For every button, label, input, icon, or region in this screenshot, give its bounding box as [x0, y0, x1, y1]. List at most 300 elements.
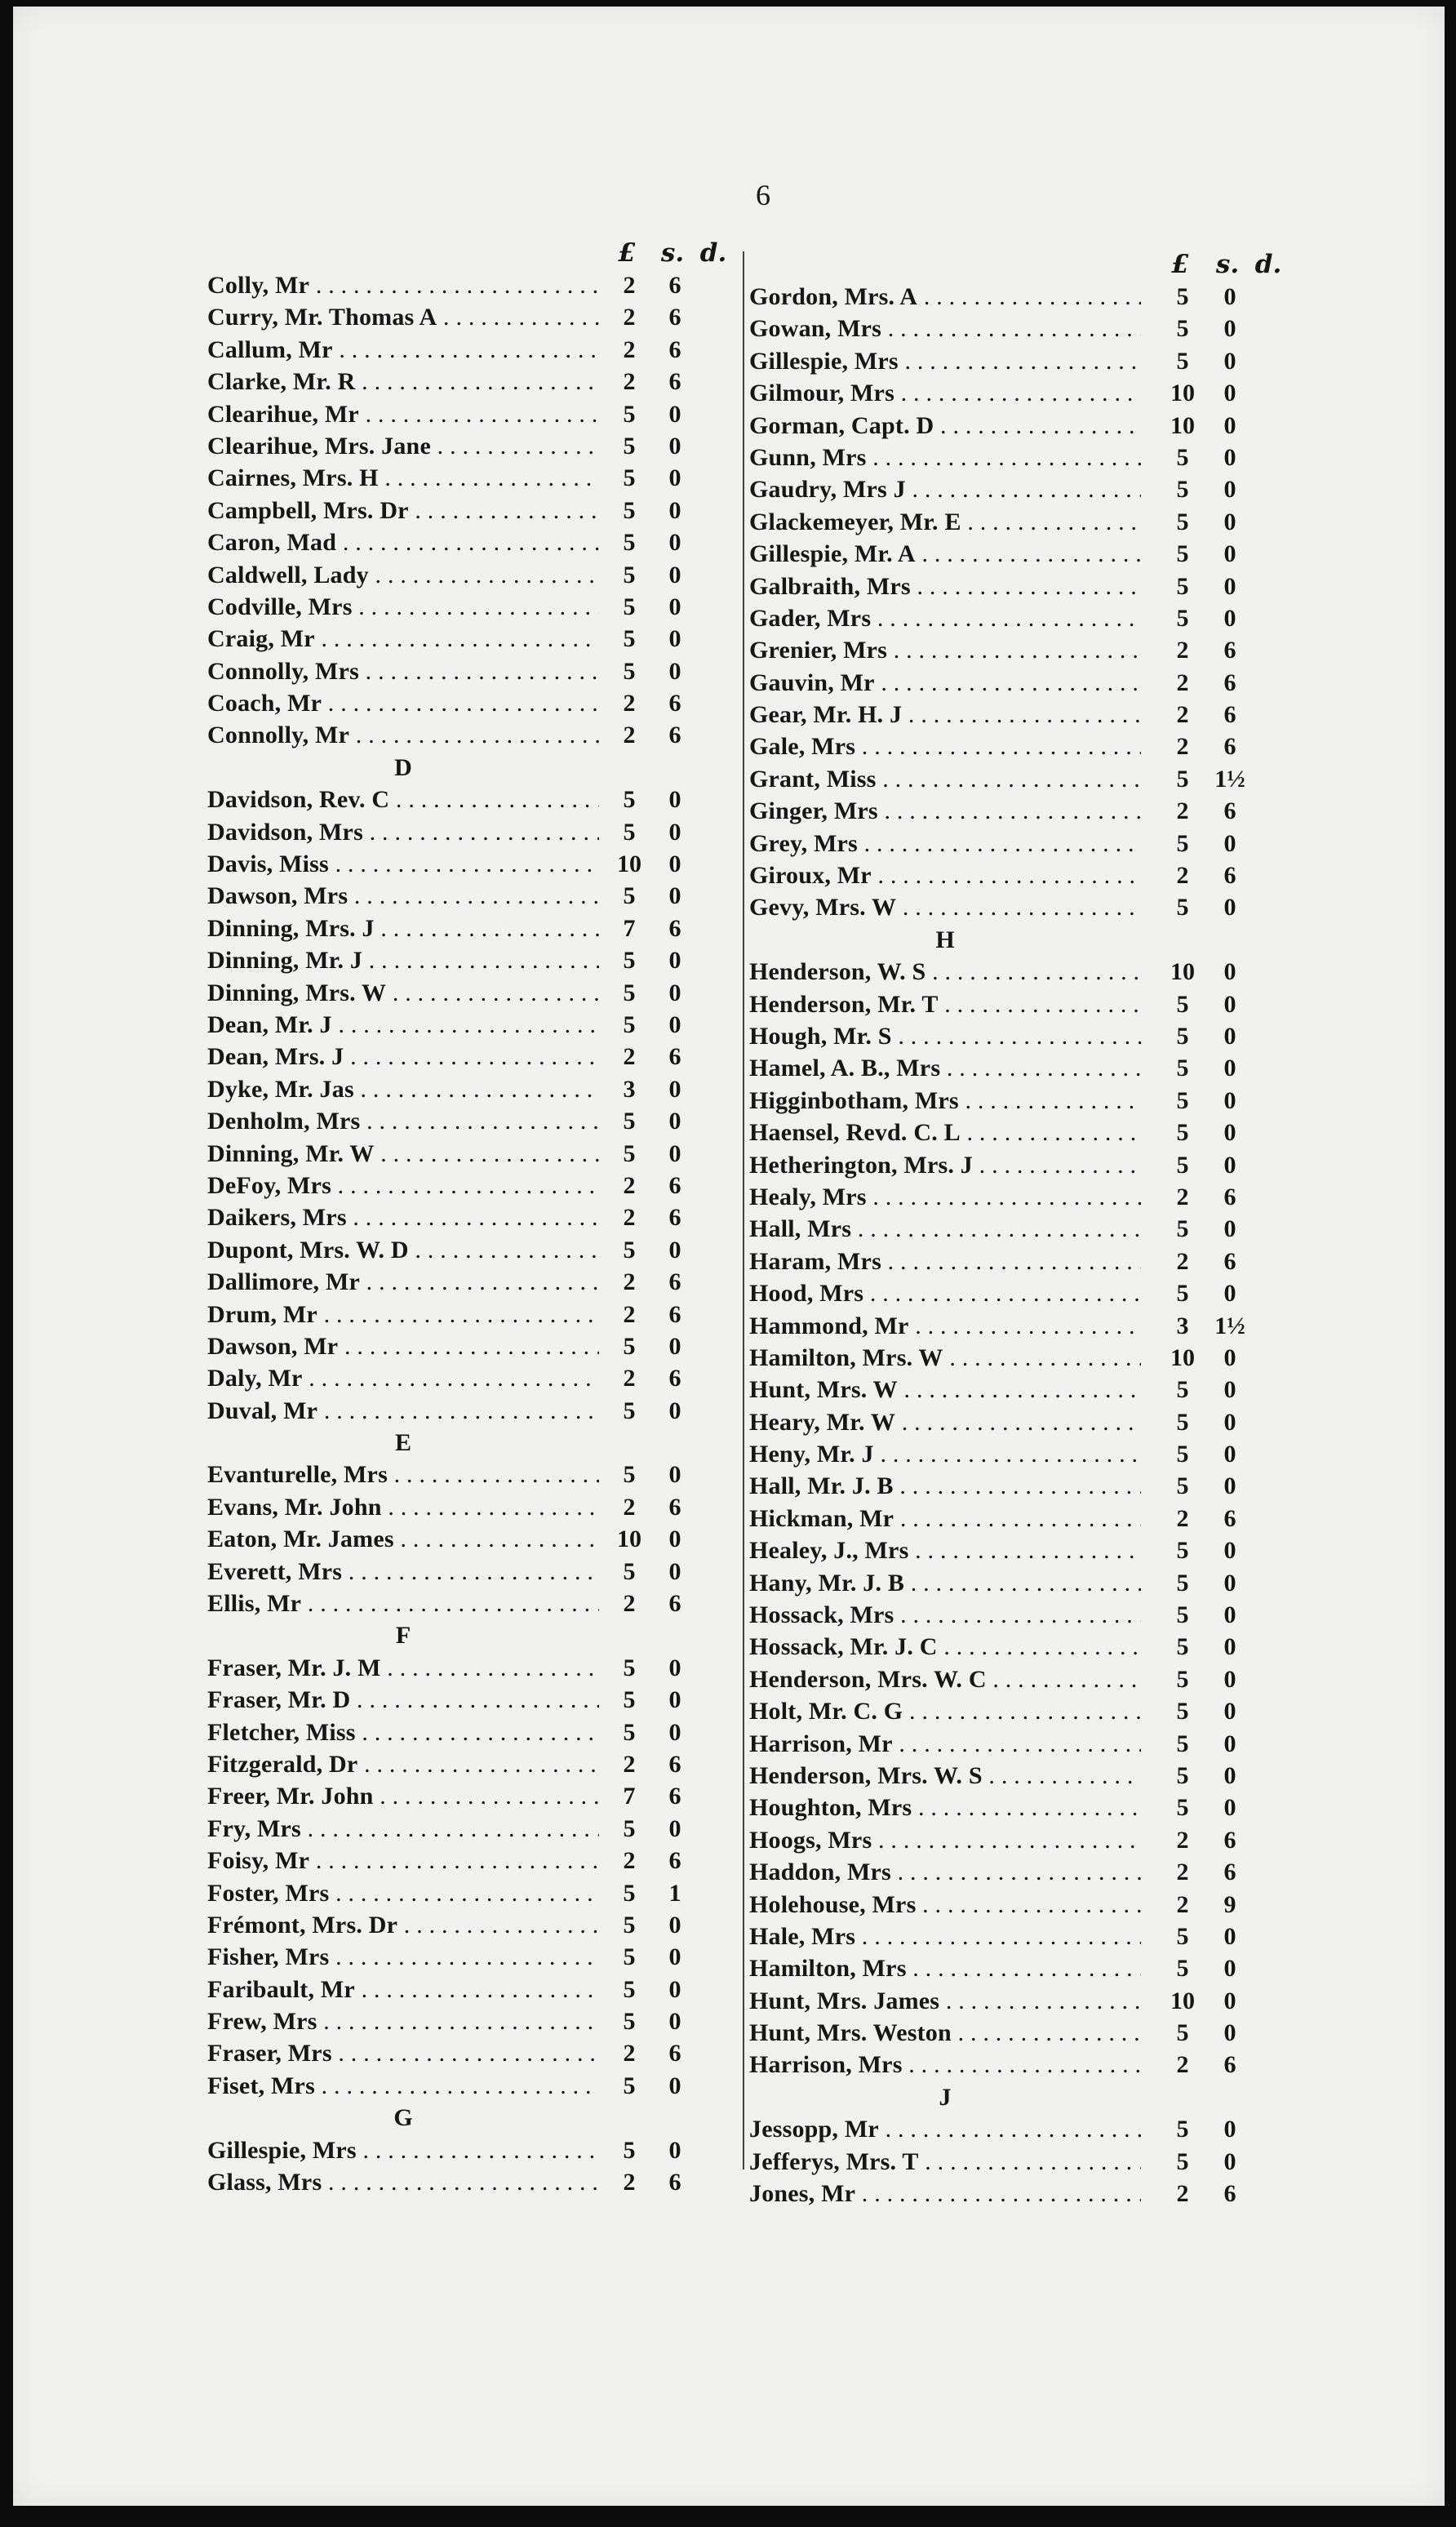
pounds-amount: 5	[1176, 443, 1189, 471]
pounds-amount: 5	[623, 1397, 636, 1424]
subscriber-name: Faribault, Mr . . .	[207, 1974, 599, 2005]
pounds-amount: 5	[623, 1557, 636, 1585]
shillings-amount: 0	[668, 1814, 681, 1842]
pounds-amount: 5	[1176, 1761, 1189, 1789]
subscriber-name: Haensel, Revd. C. L . . .	[749, 1117, 1141, 1148]
pence-header: d.	[699, 238, 727, 268]
subscriber-name: Henderson, Mrs. W. S . . .	[749, 1760, 1141, 1792]
subscriber-name: Healey, J., Mrs . . .	[749, 1534, 1141, 1566]
pounds-amount: 5	[1176, 1730, 1189, 1757]
shillings-amount: 0	[668, 2072, 681, 2099]
pounds-amount: 7	[623, 914, 636, 942]
list-item	[749, 731, 1281, 762]
pounds-amount: 5	[623, 1814, 636, 1842]
pounds-amount: 10	[1170, 380, 1195, 407]
list-item	[207, 1266, 738, 1298]
list-item	[749, 699, 1281, 731]
subscriber-name: DeFoy, Mrs . . .	[207, 1170, 599, 1201]
shillings-amount: 6	[668, 1171, 681, 1199]
shillings-amount: 0	[668, 593, 681, 620]
subscriber-name: Hammond, Mr . . .	[749, 1310, 1141, 1342]
pounds-amount: 5	[1176, 2019, 1189, 2047]
list-item	[749, 1374, 1281, 1406]
subscriber-name: Glass, Mrs . . .	[207, 2166, 599, 2198]
pounds-amount: 5	[623, 947, 636, 975]
list-item	[749, 1213, 1281, 1245]
pounds-amount: 5	[623, 1236, 636, 1264]
shillings-amount: 6	[668, 1204, 681, 1232]
pounds-amount: 2	[1176, 701, 1189, 729]
list-item	[207, 2134, 738, 2166]
subscriber-name: Cairnes, Mrs. H . . .	[207, 462, 599, 494]
pounds-amount: 5	[623, 2072, 636, 2099]
shillings-amount: 6	[668, 690, 681, 717]
shillings-amount: 6	[668, 1300, 681, 1328]
shillings-amount: 0	[1223, 958, 1236, 986]
shillings-amount: 0	[668, 1397, 681, 1424]
pounds-amount: 2	[1176, 1859, 1189, 1886]
shillings-amount: 6	[668, 368, 681, 396]
shillings-amount: 0	[1223, 894, 1236, 922]
list-item	[749, 828, 1281, 859]
list-item	[207, 913, 738, 944]
subscriber-name: Galbraith, Mrs . . .	[749, 571, 1141, 602]
list-item	[749, 345, 1281, 377]
subscriber-name: Craig, Mr . . .	[207, 623, 599, 655]
list-item	[207, 495, 738, 526]
shillings-amount: 0	[1223, 476, 1236, 504]
subscriber-name: Freer, Mr. John . . .	[207, 1780, 599, 1812]
list-item	[749, 1470, 1281, 1502]
shillings-amount: 0	[1223, 315, 1236, 343]
list-item	[207, 1588, 738, 1619]
pounds-amount: 2	[623, 304, 636, 331]
pounds-amount: 10	[1170, 958, 1195, 986]
section-letter: G	[393, 2104, 413, 2132]
pounds-amount: 5	[1176, 508, 1189, 535]
shillings-amount: 0	[668, 1718, 681, 1746]
shillings-amount: 0	[668, 2136, 681, 2164]
shillings-amount: 6	[668, 1043, 681, 1071]
subscriber-name: Connolly, Mr . . .	[207, 719, 599, 751]
subscriber-list-right	[749, 281, 1281, 2209]
shillings-amount: 0	[668, 432, 681, 460]
subscriber-name: Gunn, Mrs . . .	[749, 442, 1141, 473]
subscriber-name: Campbell, Mrs. Dr . . .	[207, 495, 599, 526]
shillings-amount: 0	[1223, 990, 1236, 1018]
pounds-amount: 5	[1176, 1151, 1189, 1179]
subscriber-name: Coach, Mr . . .	[207, 687, 599, 719]
column-divider	[743, 251, 744, 2169]
shillings-amount: 0	[668, 529, 681, 557]
pounds-amount: 5	[623, 1686, 636, 1714]
list-item	[749, 988, 1281, 1020]
subscriber-name: Dean, Mrs. J . . .	[207, 1041, 599, 1073]
pounds-header: £	[618, 238, 636, 268]
subscriber-name: Henderson, Mrs. W. C . . .	[749, 1663, 1141, 1695]
list-item	[207, 1362, 738, 1394]
pounds-amount: 10	[617, 850, 641, 878]
shillings-amount: 6	[668, 1268, 681, 1296]
subscriber-name: Caron, Mad . . .	[207, 526, 599, 558]
shillings-amount: 0	[668, 786, 681, 814]
page-number: 6	[756, 179, 770, 211]
subscriber-name: Jefferys, Mrs. T . . .	[749, 2146, 1141, 2178]
pounds-amount: 5	[1176, 540, 1189, 568]
pounds-amount: 5	[623, 1332, 636, 1360]
shillings-amount: 0	[668, 1686, 681, 1714]
shillings-amount: 0	[1223, 443, 1236, 471]
list-item	[749, 795, 1281, 827]
pounds-amount: 2	[623, 1847, 636, 1875]
list-item	[207, 816, 738, 848]
list-item	[749, 1149, 1281, 1181]
shillings-amount: 6	[1223, 668, 1236, 696]
list-item	[207, 366, 738, 397]
right-column	[749, 238, 1281, 2209]
subscriber-name: Gader, Mrs . . .	[749, 602, 1141, 634]
subscriber-name: Hetherington, Mrs. J . . .	[749, 1149, 1141, 1181]
pounds-amount: 2	[1176, 637, 1189, 664]
shillings-amount: 1½	[1214, 1312, 1245, 1339]
list-item	[749, 1824, 1281, 1856]
pounds-amount: 5	[1176, 1633, 1189, 1661]
list-item	[749, 667, 1281, 699]
subscriber-name: Houghton, Mrs . . .	[749, 1792, 1141, 1823]
list-item	[207, 526, 738, 558]
pounds-amount: 5	[623, 818, 636, 846]
shillings-amount: 0	[668, 1654, 681, 1681]
pounds-amount: 2	[623, 2169, 636, 2196]
list-item	[207, 784, 738, 815]
list-item	[749, 2146, 1281, 2178]
list-item	[749, 1889, 1281, 1921]
list-item	[749, 1052, 1281, 1084]
subscriber-name: Eaton, Mr. James . . .	[207, 1523, 599, 1555]
pounds-amount: 5	[1176, 1215, 1189, 1243]
list-item	[207, 1748, 738, 1780]
list-item	[749, 1181, 1281, 1213]
list-item	[749, 1921, 1281, 1952]
list-item	[749, 1246, 1281, 1277]
shillings-amount: 0	[668, 1332, 681, 1360]
pounds-amount: 2	[1176, 862, 1189, 890]
subscriber-name: Hall, Mrs . . .	[749, 1213, 1141, 1245]
pounds-amount: 2	[1176, 668, 1189, 696]
section-letter: D	[394, 753, 412, 781]
shillings-amount: 6	[668, 335, 681, 363]
list-item	[207, 880, 738, 912]
shillings-amount: 6	[1223, 637, 1236, 664]
subscriber-name: Curry, Mr. Thomas A . . .	[207, 301, 599, 333]
pounds-amount: 5	[1176, 1408, 1189, 1436]
shillings-amount: 0	[1223, 1280, 1236, 1308]
shillings-amount: 0	[668, 1010, 681, 1038]
shillings-amount: 0	[1223, 1665, 1236, 1693]
pounds-amount: 2	[1176, 1826, 1189, 1854]
list-item	[207, 1041, 738, 1073]
shillings-amount: 6	[1223, 1183, 1236, 1210]
shillings-amount: 0	[1223, 1119, 1236, 1147]
subscriber-name: Fitzgerald, Dr . . .	[207, 1748, 599, 1780]
pounds-amount: 5	[1176, 1055, 1189, 1082]
pounds-amount: 2	[623, 1043, 636, 1071]
subscriber-name: Gordon, Mrs. A . . .	[749, 281, 1141, 313]
list-item	[749, 442, 1281, 473]
shillings-amount: 0	[1223, 572, 1236, 600]
pounds-amount: 5	[623, 1461, 636, 1489]
shillings-amount: 0	[1223, 604, 1236, 632]
pounds-amount: 2	[623, 722, 636, 749]
shillings-amount: 0	[668, 1911, 681, 1939]
pounds-amount: 5	[1176, 1376, 1189, 1404]
subscriber-name: Hunt, Mrs. Weston . . .	[749, 2017, 1141, 2049]
shillings-amount: 6	[668, 914, 681, 942]
subscriber-name: Dallimore, Mr . . .	[207, 1266, 599, 1298]
list-item	[749, 2113, 1281, 2145]
shillings-amount: 0	[1223, 2019, 1236, 2047]
subscriber-name: Hany, Mr. J. B . . .	[749, 1567, 1141, 1599]
shillings-amount: 0	[668, 464, 681, 492]
pounds-amount: 5	[623, 1975, 636, 2003]
pounds-amount: 5	[1176, 829, 1189, 857]
shillings-amount: 0	[668, 1975, 681, 2003]
list-item	[207, 1684, 738, 1716]
pounds-amount: 7	[623, 1783, 636, 1810]
list-item	[749, 538, 1281, 570]
shillings-amount: 0	[668, 1943, 681, 1971]
list-item	[207, 944, 738, 976]
list-item	[749, 1631, 1281, 1663]
list-item	[207, 1170, 738, 1201]
list-item	[749, 1342, 1281, 1374]
pounds-amount: 5	[623, 1108, 636, 1135]
list-item	[207, 1877, 738, 1909]
pounds-amount: 2	[623, 1300, 636, 1328]
shillings-amount: 6	[668, 1847, 681, 1875]
subscriber-name: Duval, Mr . . .	[207, 1395, 599, 1427]
pounds-amount: 10	[617, 1526, 641, 1553]
pounds-amount: 5	[1176, 765, 1189, 793]
subscriber-name: Haddon, Mrs . . .	[749, 1856, 1141, 1888]
section-letter: J	[939, 2083, 952, 2111]
subscriber-name: Connolly, Mrs . . .	[207, 655, 599, 687]
shillings-amount: 0	[1223, 2116, 1236, 2143]
pounds-amount: 2	[1176, 2180, 1189, 2208]
pounds-amount: 5	[1176, 1280, 1189, 1308]
subscriber-name: Codville, Mrs . . .	[207, 591, 599, 623]
list-item	[749, 313, 1281, 344]
subscriber-name: Daikers, Mrs . . .	[207, 1201, 599, 1233]
subscriber-name: Gale, Mrs . . .	[749, 731, 1141, 762]
list-item	[749, 1406, 1281, 1438]
pounds-amount: 5	[623, 2136, 636, 2164]
list-item	[749, 410, 1281, 442]
pounds-amount: 5	[623, 1911, 636, 1939]
column-header	[207, 238, 738, 269]
pounds-amount: 5	[623, 882, 636, 910]
subscriber-name: Clearihue, Mr . . .	[207, 398, 599, 430]
subscriber-name: Gorman, Capt. D . . .	[749, 410, 1141, 442]
pounds-amount: 5	[1176, 1922, 1189, 1950]
pounds-amount: 5	[1176, 1022, 1189, 1050]
shillings-amount: 0	[668, 400, 681, 428]
document-page	[13, 7, 1445, 2506]
pounds-amount: 5	[1176, 572, 1189, 600]
subscriber-name: Hossack, Mrs . . .	[749, 1599, 1141, 1631]
subscriber-name: Grant, Miss . . .	[749, 763, 1141, 795]
shillings-amount: 0	[1223, 1698, 1236, 1725]
list-item	[207, 1974, 738, 2005]
shillings-amount: 0	[1223, 1086, 1236, 1114]
subscriber-name: Hoogs, Mrs . . .	[749, 1824, 1141, 1856]
shillings-amount: 0	[668, 979, 681, 1006]
shillings-amount: 0	[668, 657, 681, 685]
pounds-amount: 5	[623, 1943, 636, 1971]
list-item	[207, 301, 738, 333]
list-item	[749, 1020, 1281, 1052]
shillings-amount: 0	[1223, 1537, 1236, 1565]
list-item	[749, 634, 1281, 666]
subscriber-name: Gevy, Mrs. W . . .	[749, 891, 1141, 923]
list-item	[207, 1523, 738, 1555]
shillings-amount: 0	[668, 882, 681, 910]
list-item	[207, 1395, 738, 1427]
shillings-amount: 6	[1223, 1826, 1236, 1854]
shillings-amount: 0	[1223, 1922, 1236, 1950]
list-item	[207, 1556, 738, 1588]
list-item	[749, 1728, 1281, 1760]
list-item	[207, 1780, 738, 1812]
subscriber-name: Hickman, Mr . . .	[749, 1503, 1141, 1534]
shillings-amount: 6	[1223, 862, 1236, 890]
shillings-amount: 0	[668, 1557, 681, 1585]
shillings-amount: 1	[668, 1879, 681, 1907]
subscriber-name: Fraser, Mr. J. M . . .	[207, 1652, 599, 1684]
shillings-amount: 0	[668, 1236, 681, 1264]
pounds-amount: 5	[1176, 315, 1189, 343]
subscriber-name: Dinning, Mr. W . . .	[207, 1138, 599, 1170]
pounds-amount: 2	[1176, 2051, 1189, 2079]
subscriber-name: Foisy, Mr . . .	[207, 1845, 599, 1876]
list-item	[207, 1234, 738, 1266]
pounds-amount: 10	[1170, 1343, 1195, 1371]
shillings-amount: 6	[668, 1365, 681, 1392]
subscriber-name: Ginger, Mrs . . .	[749, 795, 1141, 827]
subscriber-name: Dyke, Mr. Jas . . .	[207, 1073, 599, 1105]
list-item	[207, 1009, 738, 1041]
shillings-amount: 6	[668, 722, 681, 749]
subscriber-name: Hamilton, Mrs. W . . .	[749, 1342, 1141, 1374]
pounds-amount: 5	[623, 625, 636, 653]
shillings-amount: 0	[1223, 1215, 1236, 1243]
subscriber-name: Gilmour, Mrs . . .	[749, 377, 1141, 409]
list-item	[207, 398, 738, 430]
list-item	[207, 1299, 738, 1330]
subscriber-name: Frew, Mrs . . .	[207, 2005, 599, 2037]
pounds-amount: 5	[1176, 1119, 1189, 1147]
pounds-amount: 5	[1176, 1086, 1189, 1114]
pounds-amount: 5	[1176, 1794, 1189, 1822]
pounds-amount: 2	[623, 1171, 636, 1199]
subscriber-name: Dupont, Mrs. W. D . . .	[207, 1234, 599, 1266]
shillings-amount: 6	[668, 1783, 681, 1810]
subscriber-name: Glackemeyer, Mr. E . . .	[749, 506, 1141, 538]
shillings-amount: 0	[668, 496, 681, 524]
subscriber-name: Gowan, Mrs . . .	[749, 313, 1141, 344]
pounds-amount: 5	[623, 1139, 636, 1167]
shillings-amount: 6	[1223, 797, 1236, 825]
subscriber-name: Colly, Mr . . .	[207, 269, 599, 301]
subscriber-name: Gaudry, Mrs J . . .	[749, 473, 1141, 505]
shillings-amount: 0	[1223, 829, 1236, 857]
subscriber-name: Heny, Mr. J . . .	[749, 1438, 1141, 1470]
pounds-amount: 2	[623, 2040, 636, 2067]
list-item	[749, 1760, 1281, 1792]
pounds-amount: 10	[1170, 1987, 1195, 2014]
subscriber-name: Higginbotham, Mrs . . .	[749, 1085, 1141, 1117]
shillings-amount: 0	[668, 625, 681, 653]
pounds-amount: 3	[1176, 1312, 1189, 1339]
list-item	[749, 2049, 1281, 2081]
list-item	[749, 956, 1281, 988]
subscriber-name: Gillespie, Mrs . . .	[749, 345, 1141, 377]
subscriber-name: Daly, Mr . . .	[207, 1362, 599, 1394]
shillings-amount: 0	[1223, 1151, 1236, 1179]
shillings-amount: 0	[668, 947, 681, 975]
list-item	[749, 1117, 1281, 1148]
list-item	[207, 1941, 738, 1973]
list-item	[207, 1909, 738, 1941]
subscriber-name: Gauvin, Mr . . .	[749, 667, 1141, 699]
pounds-amount: 5	[623, 464, 636, 492]
pounds-amount: 5	[623, 496, 636, 524]
list-item	[749, 1856, 1281, 1888]
list-item	[207, 2005, 738, 2037]
subscriber-name: Clarke, Mr. R . . .	[207, 366, 599, 397]
shillings-amount: 0	[1223, 1472, 1236, 1500]
shillings-amount: 6	[668, 1750, 681, 1778]
list-item	[207, 655, 738, 687]
shillings-amount: 0	[668, 1526, 681, 1553]
list-item	[207, 1105, 738, 1137]
pounds-amount: 5	[1176, 283, 1189, 310]
subscriber-name: Hunt, Mrs. W . . .	[749, 1374, 1141, 1406]
subscriber-name: Holt, Mr. C. G . . .	[749, 1695, 1141, 1727]
subscriber-name: Jessopp, Mr . . .	[749, 2113, 1141, 2145]
shillings-amount: 0	[668, 818, 681, 846]
shillings-amount: 0	[1223, 1987, 1236, 2014]
subscriber-name: Caldwell, Lady . . .	[207, 559, 599, 591]
pounds-amount: 10	[1170, 411, 1195, 439]
shillings-amount: 0	[668, 1075, 681, 1103]
pounds-amount: 2	[623, 1590, 636, 1618]
shillings-amount: 0	[668, 850, 681, 878]
subscriber-name: Evanturelle, Mrs . . .	[207, 1459, 599, 1490]
list-item	[749, 1438, 1281, 1470]
pounds-amount: 5	[623, 400, 636, 428]
shillings-amount: 0	[668, 1461, 681, 1489]
shillings-amount: 1½	[1214, 765, 1245, 793]
subscriber-name: Jones, Mr . . .	[749, 2178, 1141, 2209]
list-item	[749, 2017, 1281, 2049]
shillings-amount: 0	[668, 1139, 681, 1167]
subscriber-name: Hall, Mr. J. B . . .	[749, 1470, 1141, 1502]
subscriber-name: Hossack, Mr. J. C . . .	[749, 1631, 1141, 1663]
subscriber-name: Hunt, Mrs. James . . .	[749, 1985, 1141, 2017]
list-item	[207, 2070, 738, 2102]
list-item	[207, 2166, 738, 2198]
